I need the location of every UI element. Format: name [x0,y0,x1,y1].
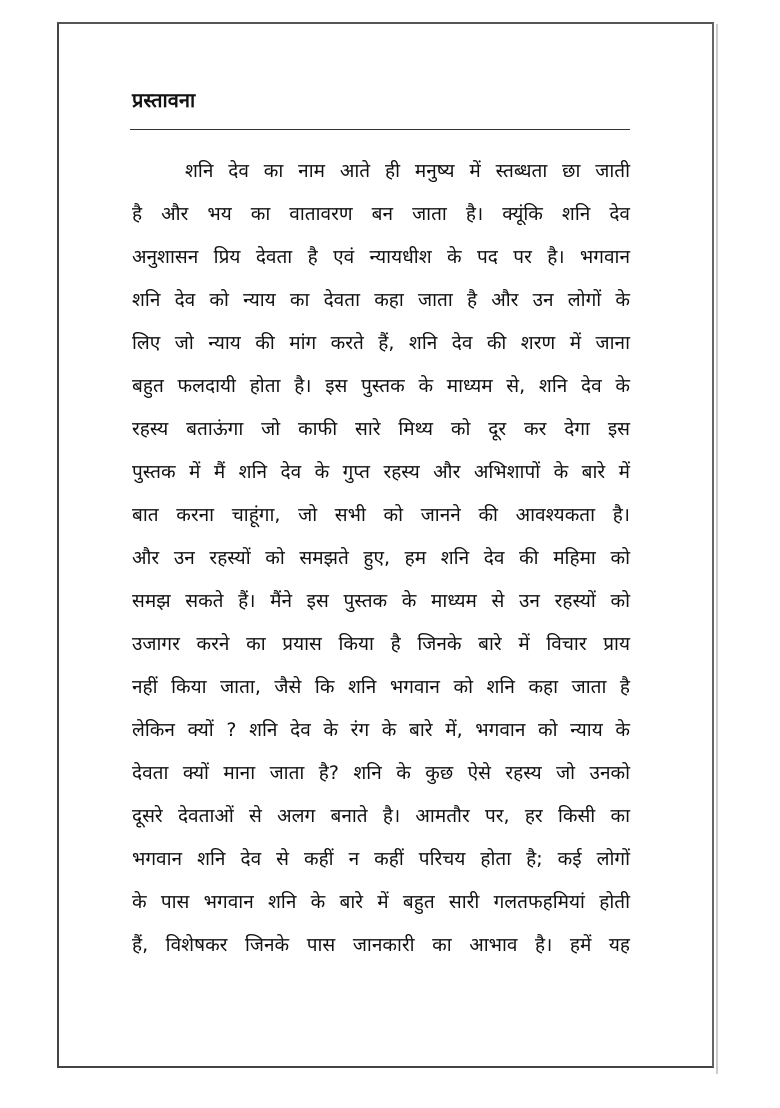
page-edge-shadow [716,24,718,1074]
text-line: शनि देव को न्याय का देवता कहा जाता है और उन लोगों के [132,289,630,311]
text-line: के पास भगवान शनि के बारे में बहुत सारी गलतफहमियां होती [132,891,630,913]
text-line: और उन रहस्यों को समझते हुए, हम शनि देव की महिमा को [132,547,630,569]
body-paragraph [132,150,630,967]
text-line: देवता क्यों माना जाता है? शनि के कुछ ऐसे रहस्य जो उनको [132,762,630,784]
text-line: है और भय का वातावरण बन जाता है। क्यूंकि शनि देव [132,203,630,225]
text-line: लेकिन क्यों ? शनि देव के रंग के बारे में, भगवान को न्याय के [132,719,630,741]
text-line: शनि देव का नाम आते ही मनुष्य में स्तब्धता छा जाती [185,160,630,182]
text-line: पुस्तक में मैं शनि देव के गुप्त रहस्य और अभिशापों के बारे में [132,461,630,483]
text-line: अनुशासन प्रिय देवता है एवं न्यायधीश के पद पर है। भगवान [132,246,630,268]
text-line: हैं, विशेषकर जिनके पास जानकारी का आभाव है। हमें यह [132,934,630,956]
text-line: लिए जो न्याय की मांग करते हैं, शनि देव की शरण में जाना [132,332,630,354]
chapter-title: प्रस्तावना [132,88,196,112]
text-line: नहीं किया जाता, जैसे कि शनि भगवान को शनि कहा जाता है [132,676,630,698]
text-line: रहस्य बताऊंगा जो काफी सारे मिथ्य को दूर कर देगा इस [132,418,630,440]
text-line: समझ सकते हैं। मैंने इस पुस्तक के माध्यम से उन रहस्यों को [132,590,630,612]
title-divider [130,129,630,130]
text-line: उजागर करने का प्रयास किया है जिनके बारे में विचार प्राय [132,633,630,655]
text-line: भगवान शनि देव से कहीं न कहीं परिचय होता है; कई लोगों [132,848,630,870]
text-line: बात करना चाहूंगा, जो सभी को जानने की आवश्यकता है। [132,504,630,526]
text-line: दूसरे देवताओं से अलग बनाते है। आमतौर पर, हर किसी का [132,805,630,827]
text-line: बहुत फलदायी होता है। इस पुस्तक के माध्यम से, शनि देव के [132,375,630,397]
